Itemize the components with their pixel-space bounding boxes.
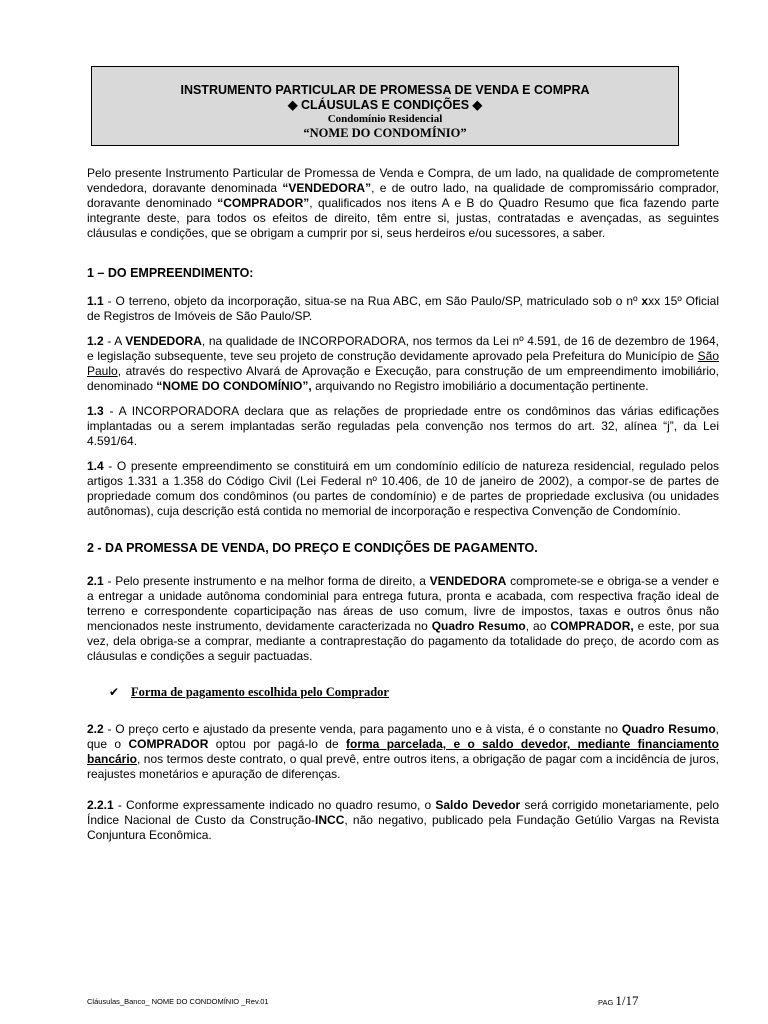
footer-filename: Cláusulas_Banco_ NOME DO CONDOMÍNIO _Rev.01: [87, 997, 269, 1006]
document-title: INSTRUMENTO PARTICULAR DE PROMESSA DE VENDA E COMPRA: [180, 83, 590, 97]
clause-2-2-1: 2.2.1 - Conforme expressamente indicado no quadro resumo, o Saldo Devedor será corrigido monetariamente, pelo Índice Nacional de Custo da Construção-INCC, não negativo, publicado pela Fundação Getúlio Vargas na Revista Conjuntura Econômica.: [87, 798, 720, 842]
section-2-heading: 2 - DA PROMESSA DE VENDA, DO PREÇO E CONDIÇÕES DE PAGAMENTO.: [87, 541, 538, 555]
clause-1-4: 1.4 - O presente empreendimento se constituirá em um condomínio edilício de natureza residencial, regulado pelos artigos 1.331 a 1.358 do Código Civil (Lei Federal nº 10.406, de 10 de janeiro de 2002), a compor-se de partes de propriedade comum dos condôminos (ou partes de condomínio) e de partes de propriedade exclusiva (ou unidades autônomas), cuja descrição está contida no memorial de incorporação e respectiva Convenção de Condomínio.: [87, 459, 719, 518]
section-1-heading: 1 – DO EMPREENDIMENTO:: [87, 266, 254, 280]
intro-paragraph: Pelo presente Instrumento Particular de Promessa de Venda e Compra, de um lado, na qualidade de comprometente vendedora, doravante denominada “VENDEDORA”, e de outro lado, na qualidade de compromissário comprador, doravante denominado “COMPRADOR”, qualificados nos itens A e B do Quadro Resumo que fica fazendo parte integrante deste, para todos os efeitos de direito, têm entre si, justas, contratadas e avençadas, as seguintes cláusulas e condições, que se obrigam a cumprir por si, seus herdeiros e/ou sucessores, a saber.: [87, 166, 719, 240]
clause-1-2: 1.2 - A VENDEDORA, na qualidade de INCORPORADORA, nos termos da Lei nº 4.591, de 16 de dezembro de 1964, e legislação subsequente, teve seu projeto de construção devidamente aprovado pela Prefeitura do Município de São Paulo, através do respectivo Alvará de Aprovação e Execução, para construção de um empreendimento imobiliário, denominado “NOME DO CONDOMÍNIO”, arquivando no Registro imobiliário a documentação pertinente.: [87, 334, 719, 393]
title-box: [91, 66, 679, 146]
condominium-label: Condomínio Residencial: [327, 113, 443, 125]
payment-choice-label: Forma de pagamento escolhida pelo Comprador: [131, 685, 389, 699]
condominium-name: “NOME DO CONDOMÍNIO”: [303, 126, 467, 140]
clause-1-3: 1.3 - A INCORPORADORA declara que as relações de propriedade entre os condôminos das várias edificações implantadas ou a serem implantadas serão reguladas pela convenção nos termos do art. 32, alínea “j”, da Lei 4.591/64.: [87, 404, 719, 448]
footer-page: [598, 993, 639, 1009]
checkmark-icon: ✔: [109, 685, 120, 699]
page-number: 1/17: [615, 993, 639, 1008]
clause-2-1: 2.1 - Pelo presente instrumento e na melhor forma de direito, a VENDEDORA compromete-se e obriga-se a vender e a entregar a unidade autônoma condominial para entrega futura, pronta e acabada, com respectiva fração ideal de terreno e correspondente coparticipação nas áreas de uso comum, livre de impostos, taxas e outros ônus não mencionados neste instrumento, devidamente caracterizada no Quadro Resumo, ao COMPRADOR, e este, por sua vez, dela obriga-se a comprar, mediante a contraprestação do pagamento da totalidade do preço, de acordo com as cláusulas e condições a seguir pactuadas.: [87, 574, 719, 663]
document-body: [87, 166, 719, 843]
document-subtitle: ◆ CLÁUSULAS E CONDIÇÕES ◆: [287, 98, 483, 112]
clause-1-1: 1.1 - O terreno, objeto da incorporação, situa-se na Rua ABC, em São Paulo/SP, matriculado sob o nº xxx 15º Oficial de Registros de Imóveis de São Paulo/SP.: [87, 294, 719, 323]
payment-choice-item: [87, 685, 719, 700]
page-label: PAG: [598, 998, 614, 1007]
clause-2-2: 2.2 - O preço certo e ajustado da presente venda, para pagamento uno e à vista, é o constante no Quadro Resumo, que o COMPRADOR optou por pagá-lo de forma parcelada, e o saldo devedor, mediante financiamento bancário, nos termos deste contrato, o qual prevê, entre outros itens, a obrigação de pagar com a incidência de juros, reajustes monetários e apuração de diferenças.: [87, 722, 719, 781]
